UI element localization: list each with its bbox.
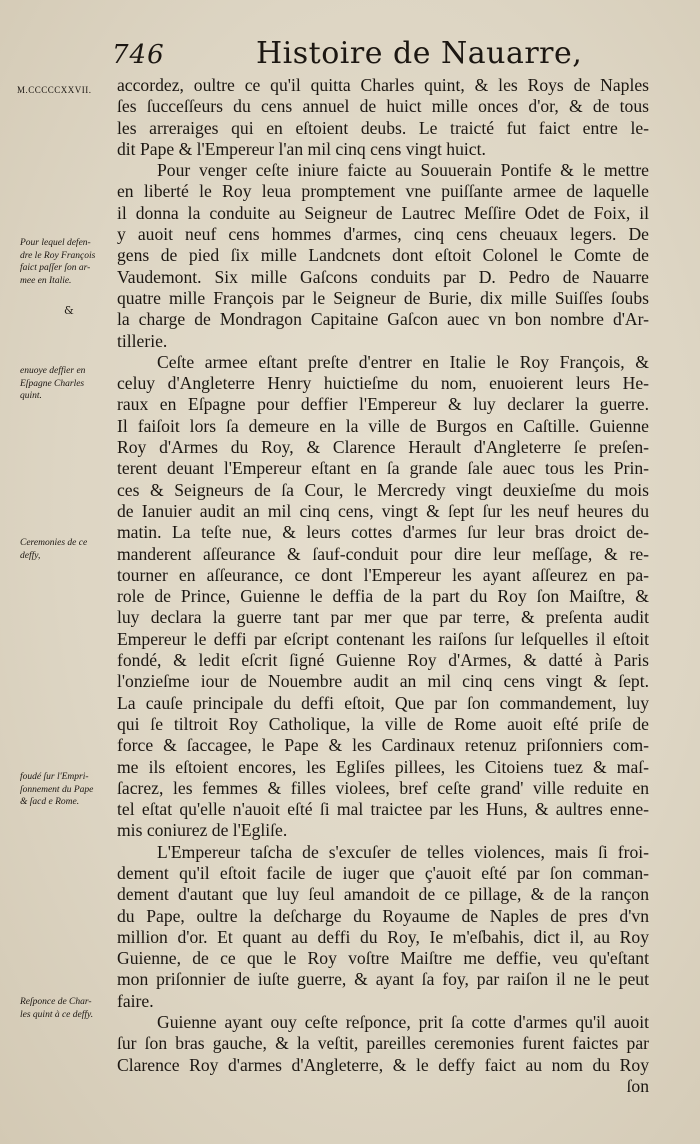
text-line: Guienne ayant ouy ceſte reſponce, prit ſa cotte d'armes qu'il auoit <box>157 1012 649 1033</box>
year-marker: M.CCCCCXXVII. <box>17 85 92 95</box>
catchword: ſon <box>626 1075 649 1096</box>
note-line: Ceremonies de ce <box>20 538 88 548</box>
text-line: mis coniurez de l'Egliſe. <box>117 820 288 841</box>
text-line: La cauſe principale du deffi eſtoit, Que par ſon commandement, luy <box>117 692 649 713</box>
text-line: raux en Eſpagne pour deffier l'Empereur & luy declarer la guerre. <box>117 394 649 415</box>
note-line: foudé ſur l'Empri- <box>20 772 89 782</box>
note-line: & ſacd e Rome. <box>20 797 80 807</box>
marginal-note-ceremonies <box>20 537 118 562</box>
ornament-mark: & <box>64 304 74 317</box>
text-line: accordez, oultre ce qu'il quitta Charles quint, & les Roys de Naples <box>117 75 649 95</box>
text-line: Pour venger ceſte iniure faicte au Souuerain Pontife & le mettre <box>157 160 649 181</box>
note-line: deffy, <box>20 550 41 561</box>
text-line: Il faiſoit lors ſa demeure en la ville de Burgos en Caſtille. Guienne <box>117 415 649 436</box>
text-line: il donna la conduite au Seigneur de Lautrec Meſſire Odet de Foix, il <box>117 202 649 223</box>
note-line: ſonnement du Pape <box>20 784 94 795</box>
page-header <box>0 34 700 74</box>
text-line: ſes ſucceſſeurs du cens annuel de huict mille onces d'or, & de tous <box>117 96 649 117</box>
marginal-note-lautrec-army <box>20 237 118 287</box>
text-line: force & ſaccagee, le Pape & les Cardinaux retenuz priſonniers com- <box>117 735 649 756</box>
note-line: mee en Italie. <box>20 275 72 286</box>
text-line: ſur ſon bras gauche, & la veſtit, pareilles ceremonies furent faictes par <box>117 1033 649 1054</box>
text-line: dement qu'il eſtoit facile de iuger que ç'auoit eſté par ſon comman- <box>117 862 649 883</box>
text-line: dit Pape & l'Empereur l'an mil cinq cens vingt huict. <box>117 138 486 159</box>
note-line: enuoye deffier en <box>20 366 86 376</box>
text-line: faire. <box>117 990 154 1011</box>
text-line: Guienne, de ce que le Roy voſtre Maiſtre me deffie, veu qu'eſtant <box>117 948 649 969</box>
text-line: L'Empereur taſcha de s'excuſer de telles violences, mais ſi froi- <box>157 841 649 862</box>
note-line: quint. <box>20 391 42 401</box>
text-line: fondé, & ledit eſcrit ſigné Guienne Roy d'Armes, & datté à Paris <box>117 650 649 671</box>
text-line: Empereur le deffi par eſcript contenant les raiſons ſur leſquelles il eſtoit <box>117 628 649 649</box>
text-line: role de Prince, Guienne le deffia de la part du Roy ſon Maiſtre, & <box>117 586 649 607</box>
text-line: du Pape, oultre la deſcharge du Royaume de Naples de pres d'vn <box>117 905 649 926</box>
note-line: Reſponce de Char- <box>20 997 92 1007</box>
marginal-note-pope-imprisonment <box>20 771 118 809</box>
text-line: celuy d'Angleterre Henry huictieſme du nom, enuoierent leurs He- <box>117 373 649 394</box>
text-line: me ils eſtoient encores, les Egliſes pillees, les Citoiens tuez & maſ- <box>117 756 649 777</box>
text-line: tillerie. <box>117 330 168 351</box>
text-line: qui ſe tiltroit Roy Catholique, la ville de Rome auoit eſté priſe de <box>117 713 649 734</box>
note-line: les quint à ce deffy. <box>20 1009 94 1020</box>
text-line: Clarence Roy d'armes d'Angleterre, & le deffy faict au nom du Roy <box>117 1054 649 1075</box>
text-line: de Ianuier audit an mil cinq cens, vingt & ſept ſur les neuf heures du <box>117 500 649 521</box>
note-line: dre le Roy François <box>20 250 96 261</box>
text-line: y auoit neuf cens hommes d'armes, cinq cens cheuaux legers. De <box>117 224 649 245</box>
note-line: Pour lequel defen- <box>20 238 91 248</box>
text-line: million d'or. Et quant au deffi du Roy, Ie m'eſbahis, dict il, au Roy <box>117 926 649 947</box>
text-line: gens de pied ſix mille Landcnets dont eſtoit Colonel le Comte de <box>117 245 649 266</box>
text-line: ces & Seigneurs de ſa Cour, le Mercredy vingt deuxieſme du mois <box>117 479 649 500</box>
marginal-note-charles-response <box>20 996 118 1021</box>
note-line: Eſpagne Charles <box>20 378 85 389</box>
text-line: les arreraiges qui en eſtoient deubs. Le traicté fut faict entre le- <box>117 117 649 138</box>
text-line: mon priſonnier de iuſte guerre, & ayant ſa foy, par raiſon il ne le peut <box>117 969 649 990</box>
text-line: en liberté le Roy leua promptement vne puiſſante armee de laquelle <box>117 181 649 202</box>
text-line: tel eſtat qu'elle n'auoit eſté ſi mal traictee par les Huns, & aultres enne- <box>117 799 649 820</box>
text-line: Vaudemont. Six mille Gaſcons conduits par D. Pedro de Nauarre <box>117 266 649 287</box>
text-line: l'onzieſme iour de Nouembre audit an mil cinq cens vingt & ſept. <box>117 671 649 692</box>
note-line: faict paſſer ſon ar- <box>20 263 91 273</box>
text-line: la charge de Mondragon Capitaine Gaſcon auec vn bon nombre d'Ar- <box>117 309 649 330</box>
marginal-note-defiance <box>20 365 118 403</box>
text-line: ſacrez, les femmes & filles violees, bref ceſte grand' ville reduite en <box>117 777 649 798</box>
text-line: Roy d'Armes du Roy, & Clarence Herault d'Angleterre ſe preſen- <box>117 437 649 458</box>
main-text-block <box>117 75 649 1097</box>
text-line: terent deuant l'Empereur eſtant en ſa grande ſale auec tous les Prin- <box>117 458 649 479</box>
text-line: quatre mille François par le Seigneur de Burie, dix mille Suiſſes ſoubs <box>117 287 649 308</box>
running-title: Histoire de Nauarre, <box>256 36 583 71</box>
text-line: luy declara la guerre tant par mer que par terre, & preſenta audit <box>117 607 649 628</box>
page-number: 746 <box>112 40 165 70</box>
text-line: tourner en aſſeurance, ce dont l'Empereur les ayant aſſeurez en pa- <box>117 564 649 585</box>
text-line: dement d'autant que luy ſeul amandoit de ce pillage, & de la rançon <box>117 884 649 905</box>
text-line: matin. La teſte nue, & leurs cottes d'armes ſur leur bras droict de- <box>117 522 649 543</box>
text-line: manderent aſſeurance & ſauf-conduit pour dire leur meſſage, & re- <box>117 543 649 564</box>
text-line: Ceſte armee eſtant preſte d'entrer en Italie le Roy François, & <box>157 351 649 372</box>
